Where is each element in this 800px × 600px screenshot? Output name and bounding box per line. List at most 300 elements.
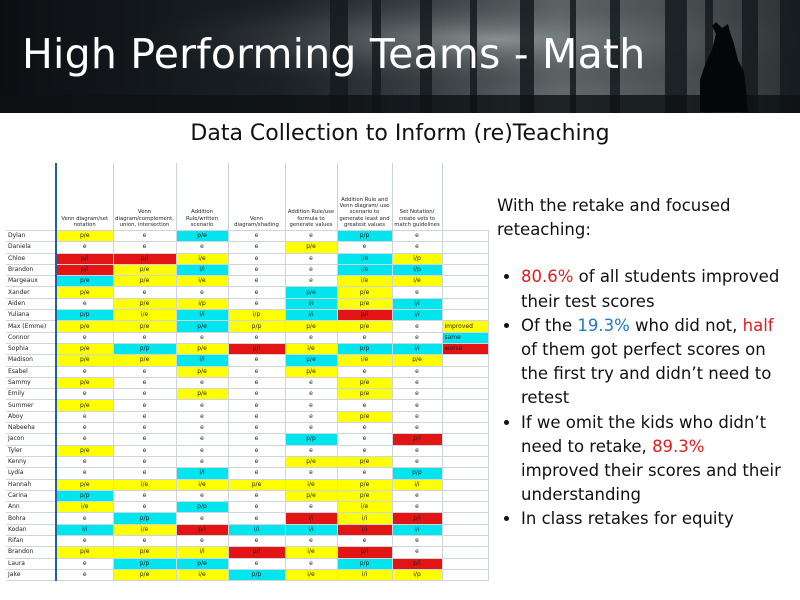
score-cell: p/e — [113, 569, 176, 580]
score-cell: e — [56, 558, 113, 569]
legend-note-cell — [442, 310, 488, 321]
table-row — [6, 332, 488, 343]
score-cell: p/e — [285, 321, 337, 332]
score-cell: p/p — [337, 343, 392, 354]
student-name-cell: Jacon — [6, 434, 56, 445]
score-cell: p/i — [56, 264, 113, 275]
score-cell: p/e — [113, 355, 176, 366]
score-cell: p/e — [176, 231, 228, 242]
student-name-cell: Sophia — [6, 343, 56, 354]
score-cell: e — [337, 400, 392, 411]
score-cell: e — [285, 423, 337, 434]
finding-text: Of the — [521, 315, 578, 335]
score-cell: e — [176, 423, 228, 434]
score-cell: i/i — [392, 298, 442, 309]
score-cell: i/i — [337, 524, 392, 535]
score-cell: p/p — [228, 569, 285, 580]
score-cell: i/i — [176, 264, 228, 275]
score-cell: i/e — [285, 343, 337, 354]
legend-note-cell — [442, 569, 488, 580]
finding-text: In class retakes for equity — [521, 509, 734, 529]
score-cell: e — [228, 468, 285, 479]
score-cell: e — [113, 366, 176, 377]
score-cell: e — [392, 366, 442, 377]
score-cell: p/e — [56, 231, 113, 242]
student-name-cell: Aboy — [6, 411, 56, 422]
score-cell: p/e — [113, 321, 176, 332]
highlight-figure: half — [742, 315, 774, 335]
legend-note-cell — [442, 490, 488, 501]
header-banner — [0, 0, 800, 113]
score-cell: p/e — [176, 321, 228, 332]
score-cell: e — [337, 468, 392, 479]
table-row — [6, 287, 488, 298]
score-cell: p/e — [337, 298, 392, 309]
score-cell: i/e — [113, 310, 176, 321]
score-cell: e — [285, 468, 337, 479]
score-cell: e — [113, 445, 176, 456]
finding-item — [521, 411, 787, 508]
score-cell: e — [228, 298, 285, 309]
table-row — [6, 321, 488, 332]
score-cell: i/p — [392, 253, 442, 264]
score-cell: e — [113, 287, 176, 298]
column-header: Addition Rule/use formula to generate values — [285, 163, 337, 231]
score-cell: i/i — [285, 298, 337, 309]
score-cell: p/i — [56, 253, 113, 264]
student-name-cell: Esabel — [6, 366, 56, 377]
score-cell: p/e — [228, 479, 285, 490]
score-cell: i/i — [176, 310, 228, 321]
legend-note-cell — [442, 547, 488, 558]
score-cell: p/p — [113, 343, 176, 354]
score-cell: e — [337, 445, 392, 456]
highlight-figure: 89.3% — [652, 436, 705, 456]
score-cell: p/e — [56, 276, 113, 287]
legend-note-cell — [442, 524, 488, 535]
column-header: Addition Rule/written scenario — [176, 163, 228, 231]
score-cell: e — [176, 242, 228, 253]
score-cell: e — [392, 242, 442, 253]
score-cell: i/i — [337, 513, 392, 524]
highlight-figure: 19.3% — [577, 315, 630, 335]
score-cell: e — [337, 366, 392, 377]
table-row — [6, 355, 488, 366]
score-cell: p/e — [337, 321, 392, 332]
score-cell: e — [228, 276, 285, 287]
score-cell: e — [392, 377, 442, 388]
legend-note-cell — [442, 264, 488, 275]
score-cell: p/e — [337, 377, 392, 388]
score-cell: e — [113, 456, 176, 467]
table-row — [6, 231, 488, 242]
score-cell: p/e — [337, 389, 392, 400]
score-cell: p/e — [337, 287, 392, 298]
score-cell: e — [56, 242, 113, 253]
score-cell: e — [392, 332, 442, 343]
table-row — [6, 468, 488, 479]
score-cell: p/e — [113, 264, 176, 275]
score-cell: p/e — [56, 445, 113, 456]
column-header: Venn diagram/complement, union, intersection — [113, 163, 176, 231]
score-cell: e — [285, 558, 337, 569]
score-cell: p/p — [337, 558, 392, 569]
score-cell: e — [56, 468, 113, 479]
legend-note-cell — [442, 400, 488, 411]
score-cell: e — [56, 456, 113, 467]
score-cell: e — [113, 377, 176, 388]
score-cell: e — [228, 558, 285, 569]
score-cell: p/e — [176, 366, 228, 377]
score-cell: i/i — [176, 355, 228, 366]
score-cell: i/i — [285, 513, 337, 524]
column-header: Addition Rule and Venn diagram/ use scenario to generate least and greatest values — [337, 163, 392, 231]
score-cell: e — [176, 536, 228, 547]
highlight-figure: 80.6% — [521, 267, 574, 287]
student-name-cell: Aiden — [6, 298, 56, 309]
score-cell: i/e — [113, 524, 176, 535]
score-cell: p/e — [56, 479, 113, 490]
score-cell: p/e — [113, 276, 176, 287]
finding-text: who did not, — [629, 315, 743, 335]
score-cell: i/e — [337, 355, 392, 366]
score-cell: i/e — [285, 569, 337, 580]
score-cell: e — [228, 445, 285, 456]
slide-subtitle: Data Collection to Inform (re)Teaching — [190, 121, 610, 146]
column-header-name — [6, 163, 56, 231]
score-cell: i/i — [392, 310, 442, 321]
score-cell: e — [392, 400, 442, 411]
score-cell: p/e — [285, 242, 337, 253]
score-cell: e — [228, 332, 285, 343]
score-cell: i/e — [176, 479, 228, 490]
student-name-cell: Margeaux — [6, 276, 56, 287]
table-row — [6, 445, 488, 456]
student-name-cell: Carina — [6, 490, 56, 501]
score-cell: p/i — [337, 547, 392, 558]
legend-note-cell — [442, 502, 488, 513]
score-cell: e — [113, 231, 176, 242]
table-row — [6, 276, 488, 287]
legend-note-cell — [442, 276, 488, 287]
score-cell: i/i — [56, 524, 113, 535]
score-cell: e — [285, 389, 337, 400]
score-cell: e — [176, 287, 228, 298]
score-cell: e — [285, 253, 337, 264]
score-cell: e — [285, 502, 337, 513]
table-row — [6, 569, 488, 580]
score-cell: e — [337, 536, 392, 547]
score-cell: i/e — [113, 479, 176, 490]
score-cell: p/e — [285, 490, 337, 501]
legend-note-cell: improved — [442, 321, 488, 332]
score-cell: p/e — [56, 287, 113, 298]
score-cell: e — [228, 242, 285, 253]
score-cell: i/i — [176, 547, 228, 558]
student-name-cell: Brandon — [6, 547, 56, 558]
student-name-cell: Laura — [6, 558, 56, 569]
score-cell: i/i — [285, 310, 337, 321]
score-cell: i/i — [392, 479, 442, 490]
table-row — [6, 434, 488, 445]
score-cell: i/e — [337, 264, 392, 275]
table-row — [6, 310, 488, 321]
score-cell: e — [285, 332, 337, 343]
table-row — [6, 400, 488, 411]
score-cell: p/e — [176, 389, 228, 400]
student-name-cell: Tyler — [6, 445, 56, 456]
student-name-cell: Chloe — [6, 253, 56, 264]
score-cell: e — [176, 490, 228, 501]
student-name-cell: Xander — [6, 287, 56, 298]
score-cell: p/p — [285, 434, 337, 445]
finding-item — [521, 507, 787, 531]
finding-text: of them got perfect scores on the first try and didn’t need to retest — [521, 340, 772, 408]
student-name-cell: Hannah — [6, 479, 56, 490]
score-cell: i/e — [285, 547, 337, 558]
table-row — [6, 490, 488, 501]
score-cell: e — [392, 456, 442, 467]
table-row — [6, 298, 488, 309]
score-cell: i/e — [337, 276, 392, 287]
student-name-cell: Bohra — [6, 513, 56, 524]
score-cell: e — [285, 411, 337, 422]
score-cell: e — [392, 389, 442, 400]
score-cell: e — [337, 423, 392, 434]
column-header: Venn diagram/shading — [228, 163, 285, 231]
score-cell: p/e — [285, 456, 337, 467]
score-cell: i/e — [285, 479, 337, 490]
score-cell: e — [337, 332, 392, 343]
score-cell: i/p — [392, 264, 442, 275]
legend-note-cell — [442, 468, 488, 479]
score-cell: i/p — [176, 298, 228, 309]
score-cell: e — [228, 231, 285, 242]
score-cell: e — [56, 298, 113, 309]
score-cell: p/p — [56, 490, 113, 501]
score-cell: e — [228, 434, 285, 445]
table-row — [6, 264, 488, 275]
student-name-cell: Madison — [6, 355, 56, 366]
score-cell: i/e — [392, 276, 442, 287]
student-data-table — [6, 163, 489, 581]
score-cell: e — [392, 502, 442, 513]
table-header-row — [6, 163, 488, 231]
score-cell: i/e — [176, 276, 228, 287]
score-cell: e — [176, 434, 228, 445]
student-name-cell: Dylan — [6, 231, 56, 242]
score-cell: e — [392, 423, 442, 434]
student-name-cell: Nabeeha — [6, 423, 56, 434]
score-cell: e — [228, 536, 285, 547]
score-cell: e — [228, 264, 285, 275]
student-name-cell: Kenny — [6, 456, 56, 467]
score-cell: p/i — [392, 558, 442, 569]
score-cell: e — [228, 355, 285, 366]
table-row — [6, 536, 488, 547]
score-cell: p/e — [285, 355, 337, 366]
table-row — [6, 423, 488, 434]
table-row — [6, 513, 488, 524]
table-row — [6, 547, 488, 558]
score-cell: p/i — [228, 547, 285, 558]
score-cell: e — [176, 400, 228, 411]
table-row — [6, 366, 488, 377]
legend-note-cell — [442, 366, 488, 377]
score-cell: e — [392, 287, 442, 298]
legend-note-cell — [442, 411, 488, 422]
score-cell: p/p — [113, 513, 176, 524]
legend-note-cell — [442, 287, 488, 298]
score-cell: p/e — [176, 343, 228, 354]
score-cell: e — [113, 502, 176, 513]
score-cell: e — [228, 287, 285, 298]
score-cell: e — [113, 389, 176, 400]
score-cell: e — [228, 389, 285, 400]
score-cell: p/e — [56, 547, 113, 558]
score-cell: i/i — [285, 524, 337, 535]
score-cell: e — [228, 423, 285, 434]
student-name-cell: Yuliana — [6, 310, 56, 321]
score-cell: e — [113, 332, 176, 343]
score-cell: i/e — [176, 253, 228, 264]
score-cell: p/p — [56, 310, 113, 321]
score-cell: e — [285, 400, 337, 411]
score-cell: e — [113, 434, 176, 445]
score-cell: e — [176, 445, 228, 456]
legend-note-cell — [442, 434, 488, 445]
score-cell: e — [56, 411, 113, 422]
score-cell: i/e — [337, 502, 392, 513]
score-cell: e — [176, 332, 228, 343]
finding-text: of all students improved their test scores — [521, 267, 780, 311]
score-cell: i/i — [392, 524, 442, 535]
findings-list — [497, 265, 787, 531]
score-cell: p/i — [392, 513, 442, 524]
score-cell: e — [113, 536, 176, 547]
table-row — [6, 524, 488, 535]
finding-text: improved their scores and their understanding — [521, 461, 781, 505]
table-row — [6, 253, 488, 264]
score-cell: e — [113, 242, 176, 253]
score-cell: e — [113, 468, 176, 479]
score-cell: p/p — [228, 321, 285, 332]
student-name-cell: Jake — [6, 569, 56, 580]
score-cell: p/e — [285, 287, 337, 298]
score-cell: e — [113, 490, 176, 501]
score-cell: p/p — [113, 558, 176, 569]
score-cell: e — [56, 389, 113, 400]
student-name-cell: Emily — [6, 389, 56, 400]
slide-title: High Performing Teams - Math — [22, 30, 646, 78]
score-cell: p/e — [337, 490, 392, 501]
table-row — [6, 242, 488, 253]
legend-note-cell — [442, 298, 488, 309]
score-cell: i/i — [392, 343, 442, 354]
score-cell: e — [113, 423, 176, 434]
legend-note-cell — [442, 377, 488, 388]
score-cell: e — [176, 513, 228, 524]
score-cell: i/i — [337, 569, 392, 580]
score-cell: e — [56, 434, 113, 445]
student-name-cell: Connor — [6, 332, 56, 343]
score-cell: e — [228, 456, 285, 467]
score-cell: e — [56, 569, 113, 580]
table-row — [6, 456, 488, 467]
student-name-cell: Daniela — [6, 242, 56, 253]
score-cell: e — [228, 411, 285, 422]
student-name-cell: Kodan — [6, 524, 56, 535]
score-cell: e — [56, 332, 113, 343]
score-cell: e — [392, 321, 442, 332]
score-cell: p/p — [176, 502, 228, 513]
score-cell: e — [56, 536, 113, 547]
score-cell: e — [228, 513, 285, 524]
table-row — [6, 377, 488, 388]
column-header-note — [442, 163, 488, 231]
score-cell: e — [228, 366, 285, 377]
table-row — [6, 343, 488, 354]
legend-note-cell — [442, 253, 488, 264]
score-cell: p/e — [337, 479, 392, 490]
score-cell: i/p — [228, 310, 285, 321]
student-name-cell: Max (Emme) — [6, 321, 56, 332]
legend-note-cell — [442, 558, 488, 569]
legend-note-cell — [442, 445, 488, 456]
score-cell: p/e — [56, 400, 113, 411]
legend-note-cell — [442, 479, 488, 490]
student-name-cell: Summer — [6, 400, 56, 411]
score-cell: e — [285, 231, 337, 242]
score-cell: e — [176, 411, 228, 422]
score-cell: e — [56, 423, 113, 434]
finding-text: If we omit the kids who didn’t need to retake, — [521, 412, 767, 456]
score-cell: i/p — [392, 569, 442, 580]
score-cell: p/e — [337, 411, 392, 422]
score-cell: e — [392, 445, 442, 456]
score-cell: e — [285, 377, 337, 388]
legend-note-cell — [442, 231, 488, 242]
legend-note-cell: worse — [442, 343, 488, 354]
score-cell: e — [337, 434, 392, 445]
score-cell: p/e — [56, 355, 113, 366]
score-cell: p/i — [392, 434, 442, 445]
table-row — [6, 479, 488, 490]
score-cell: e — [285, 276, 337, 287]
table-row — [6, 411, 488, 422]
score-cell: e — [228, 490, 285, 501]
legend-note-cell — [442, 513, 488, 524]
student-name-cell: Brandon — [6, 264, 56, 275]
table-row — [6, 389, 488, 400]
score-cell: i/e — [337, 253, 392, 264]
score-cell: e — [228, 253, 285, 264]
score-cell: e — [285, 264, 337, 275]
score-cell: i/i — [176, 468, 228, 479]
score-cell: e — [392, 411, 442, 422]
table-row — [6, 558, 488, 569]
score-cell: p/e — [176, 558, 228, 569]
score-cell: p/i — [113, 253, 176, 264]
legend-note-cell: same — [442, 332, 488, 343]
findings-intro: With the retake and focused reteaching: — [497, 196, 731, 240]
score-cell: e — [56, 366, 113, 377]
legend-note-cell — [442, 536, 488, 547]
score-cell: i/e — [176, 569, 228, 580]
data-table-container — [6, 163, 488, 581]
student-name-cell: Sammy — [6, 377, 56, 388]
score-cell: p/i — [228, 343, 285, 354]
